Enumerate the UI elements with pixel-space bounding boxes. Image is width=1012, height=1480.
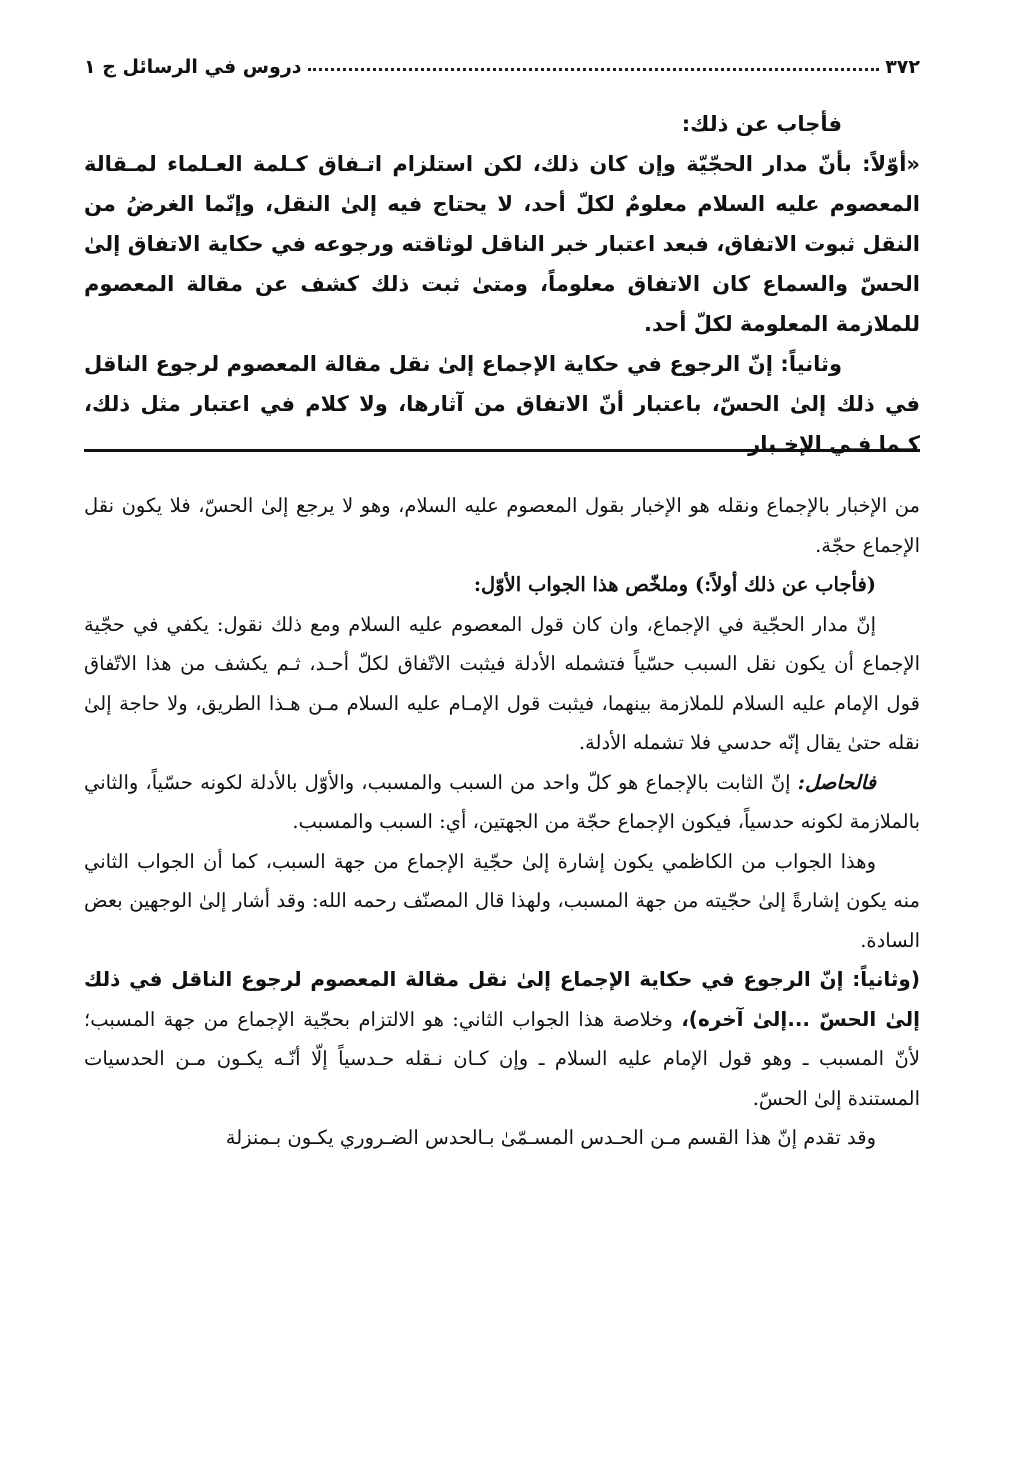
page-number: ٣٧٢: [885, 56, 920, 78]
main-paragraph: «أوّلاً: بأنّ مدار الحجّيّة وإن كان ذلك، لكن استلزام اتـفاق كـلمة العـلماء لمـقالة المعصوم عليه السلام معلومٌ لكلّ أحد، لا يحتاج فيه إلىٰ النقل، وإنّما الغرضُ من النقل ثبوت الاتفاق، فبعد اعتبار خبر الناقل لوثاقته ورجوعه في حكاية الاتفاق إلىٰ الحسّ والسماع كان الاتفاق معلوماً، ومتىٰ ثبت ذلك كشف عن مقالة المعصوم للملازمة المعلومة لكلّ أحد.: [84, 152, 920, 336]
quoted-matn: (وثانياً: إنّ الرجوع في حكاية الإجماع إلىٰ نقل مقالة المعصوم لرجوع الناقل في ذلك إلىٰ الحسّ ...إلىٰ آخره)،: [84, 967, 921, 1031]
page-header: [84, 44, 920, 78]
commentary-paragraph: [84, 763, 920, 842]
book-page: [84, 0, 920, 1480]
running-title: دروس في الرسائل ج ١: [84, 56, 302, 78]
commentary-paragraph: وهذا الجواب من الكاظمي يكون إشارة إلىٰ حجّية الإجماع من جهة السبب، كما أن الجواب الثاني منه يكون إشارةً إلىٰ حجّيته من جهة المسبب، ولهذا قال المصنّف رحمه الله: وقد أشار إلىٰ الوجهين بعض السادة.: [84, 849, 920, 952]
commentary-paragraph: من الإخبار بالإجماع ونقله هو الإخبار بقول المعصوم عليه السلام، وهو لا يرجع إلىٰ الحسّ، فلا يكون نقل الإجماع حجّة.: [84, 494, 920, 557]
main-paragraph: فأجاب عن ذلك:: [681, 112, 842, 136]
main-text-block: [84, 104, 920, 464]
commentary-paragraph: وقد تقدم إنّ هذا القسم مـن الحـدس المسـمّىٰ بـالحدس الضـروري يكـون بـمنزلة: [225, 1126, 876, 1149]
commentary-paragraph: [84, 960, 920, 1118]
section-divider: [84, 449, 920, 452]
main-paragraph: وثانياً: إنّ الرجوع في حكاية الإجماع إلىٰ نقل مقالة المعصوم لرجوع الناقل في ذلك إلىٰ الحسّ، باعتبار أنّ الاتفاق من آثارها، ولا كلام في اعتبار مثل ذلك، كـما فـي الإخـبار: [84, 352, 920, 456]
commentary-paragraph: إنّ مدار الحجّية في الإجماع، وان كان قول المعصوم عليه السلام ومع ذلك نقول: يكفي في حجّية الإجماع أن يكون نقل السبب حسّياً فتشمله الأدلة فيثبت الاتّفاق لكلّ أحـد، ثـم يكشف من هذا الاتّفاق قول الإمام عليه السلام للملازمة بينهما، فيثبت قول الإمـام عليه السلام مـن هـذا الطريق، ولا حاجة إلىٰ نقله حتىٰ يقال إنّه حدسي فلا تشمله الأدلة.: [84, 612, 920, 754]
commentary-block: [84, 486, 920, 1158]
commentary-paragraph: (فأجاب عن ذلك أولاً:) وملخّص هذا الجواب الأوّل:: [473, 573, 876, 596]
header-dot-leader: [308, 68, 880, 71]
commentary-text: وخلاصة هذا الجواب الثاني: هو الالتزام بحجّية الإجماع من جهة المسبب؛ لأنّ المسبب ـ وهو قول الإمام عليه السلام ـ وإن كـان نـقله حـدسياً إلّا أنّـه يكـون مـن الحدسيات المستندة إلىٰ الحسّ.: [84, 1007, 920, 1110]
conclusion-lead: فالحاصل:: [797, 770, 876, 794]
conclusion-text: إنّ الثابت بالإجماع هو كلّ واحد من السبب والمسبب، والأوّل بالأدلة لكونه حسّياً، والثاني بالملازمة لكونه حدسياً، فيكون الإجماع حجّة من الجهتين، أي: السبب والمسبب.: [84, 770, 920, 833]
